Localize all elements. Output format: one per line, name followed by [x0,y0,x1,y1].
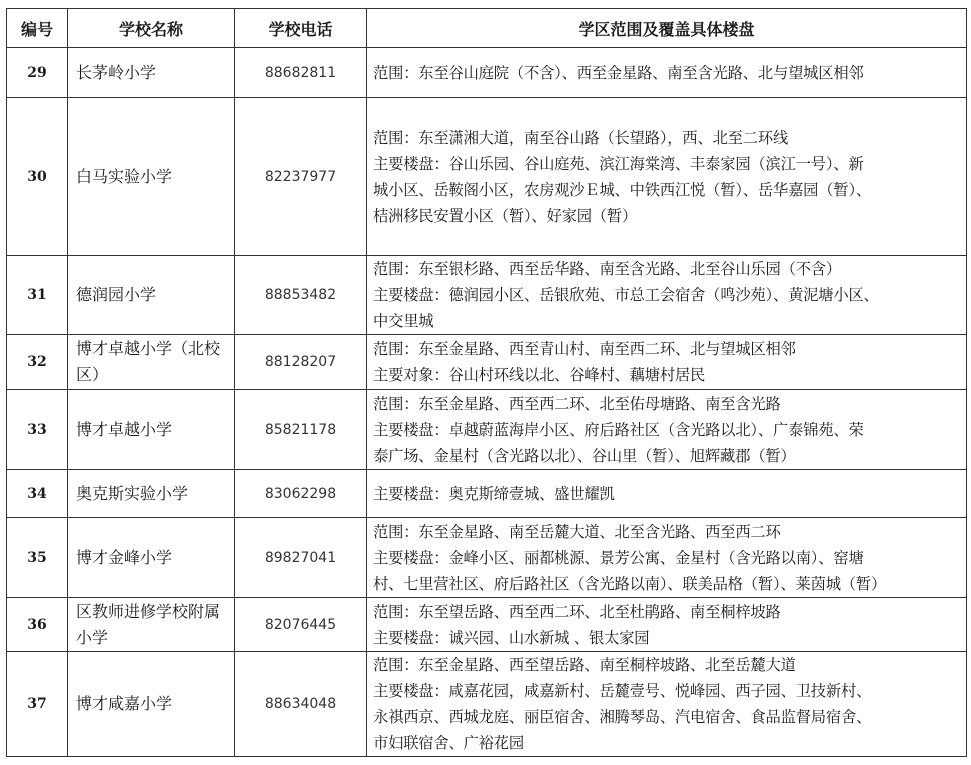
scope-line: 主要楼盘：德润园小区、岳银欣苑、市总工会宿舍（鸣沙苑）、黄泥塘小区、 [373,286,879,304]
scope-line: 范围：东至金星路、西至望岳路、南至桐梓坡路、北至岳麓大道 [373,656,796,674]
school-name: 区教师进修学校附属小学 [68,598,235,652]
school-name: 博才金峰小学 [68,518,235,598]
table-row [7,256,967,335]
header-row [7,9,967,48]
district-scope [367,652,967,757]
school-district-table [6,8,967,757]
row-number: 35 [7,518,68,598]
district-scope [367,98,967,256]
scope-line: 范围：东至谷山庭院（不含）、西至金星路、南至含光路、北与望城区相邻 [373,63,864,82]
header-school-name: 学校名称 [68,9,235,48]
table-row [7,98,967,256]
scope-line: 主要楼盘：奥克斯缔壹城、盛世耀凯 [373,484,615,503]
school-name: 德润园小学 [68,256,235,335]
header-district-scope: 学区范围及覆盖具体楼盘 [367,9,967,48]
district-scope [367,256,967,335]
district-scope [367,470,967,518]
district-scope [367,335,967,390]
row-number: 36 [7,598,68,652]
scope-line: 主要对象：谷山村环线以北、谷峰村、藕塘村居民 [373,366,706,384]
scope-line: 桔洲移民安置小区（暂）、好家园（暂） [373,206,638,225]
scope-line: 泰广场、金星村（含光路以北）、谷山里（暂）、旭辉藏郡（暂） [373,446,796,465]
table-row [7,335,967,390]
scope-line: 主要楼盘：金峰小区、丽都桃源、景芳公寓、金星村（含光路以南）、窑塘 [373,548,864,567]
header-school-phone: 学校电话 [235,9,367,48]
scope-line: 主要楼盘：谷山乐园、谷山庭苑、滨江海棠湾、丰泰家园（滨江一号）、新 [373,154,864,173]
row-number: 32 [7,335,68,390]
scope-line: 范围：东至潇湘大道，南至谷山路（长望路），西、北至二环线 [373,128,789,147]
scope-line: 主要楼盘：咸嘉花园，咸嘉新村、岳麓壹号、悦峰园、西子园、卫技新村、 [373,682,872,700]
scope-line: 范围：东至金星路、西至西二环、北至佑母塘路、南至含光路 [373,394,781,413]
district-scope [367,598,967,652]
school-name: 白马实验小学 [68,98,235,256]
table-row [7,518,967,598]
school-name: 奥克斯实验小学 [68,470,235,518]
school-phone: 88853482 [235,256,367,335]
row-number: 33 [7,390,68,470]
school-phone: 83062298 [235,470,367,518]
header-number: 编号 [7,9,68,48]
scope-line: 永祺西京、西城龙庭、丽臣宿舍、湘腾琴岛、汽电宿舍、食品监督局宿舍、 [373,708,872,726]
scope-line: 范围：东至金星路、西至青山村、南至西二环、北与望城区相邻 [373,340,796,358]
school-name: 博才卓越小学 [68,390,235,470]
school-phone: 89827041 [235,518,367,598]
table-row [7,470,967,518]
scope-line: 城小区、岳鞍阁小区，农房观沙Ｅ城、中铁西江悦（暂）、岳华嘉园（暂）、 [373,180,871,199]
scope-line: 主要楼盘：卓越蔚蓝海岸小区、府后路社区（含光路以北）、广泰锦苑、荣 [373,420,864,439]
table-row [7,48,967,98]
school-phone: 88682811 [235,48,367,98]
table-row [7,390,967,470]
school-phone: 82237977 [235,98,367,256]
row-number: 34 [7,470,68,518]
table-row [7,652,967,757]
row-number: 37 [7,652,68,757]
table-row [7,598,967,652]
scope-line: 范围：东至望岳路、西至西二环、北至杜鹃路、南至桐梓坡路 [373,602,781,621]
row-number: 31 [7,256,68,335]
row-number: 29 [7,48,68,98]
row-number: 30 [7,98,68,256]
school-phone: 88634048 [235,652,367,757]
school-name: 长茅岭小学 [68,48,235,98]
scope-line: 村、七里营社区、府后路社区（含光路以南）、联美品格（暂）、莱茵城（暂） [373,574,887,593]
scope-line: 中交里城 [373,312,434,330]
scope-line: 范围：东至金星路、南至岳麓大道、北至含光路、西至西二环 [373,522,781,541]
district-scope [367,48,967,98]
school-name: 博才卓越小学（北校区） [68,335,235,390]
school-phone: 88128207 [235,335,367,390]
school-name: 博才咸嘉小学 [68,652,235,757]
school-phone: 82076445 [235,598,367,652]
scope-line: 市妇联宿舍、广裕花园 [373,734,524,752]
scope-line: 主要楼盘：诚兴园、山水新城 、银太家园 [373,628,650,647]
district-scope [367,390,967,470]
district-scope [367,518,967,598]
scope-line: 范围：东至银杉路、西至岳华路、南至含光路、北至谷山乐园（不含） [373,260,842,278]
school-phone: 85821178 [235,390,367,470]
